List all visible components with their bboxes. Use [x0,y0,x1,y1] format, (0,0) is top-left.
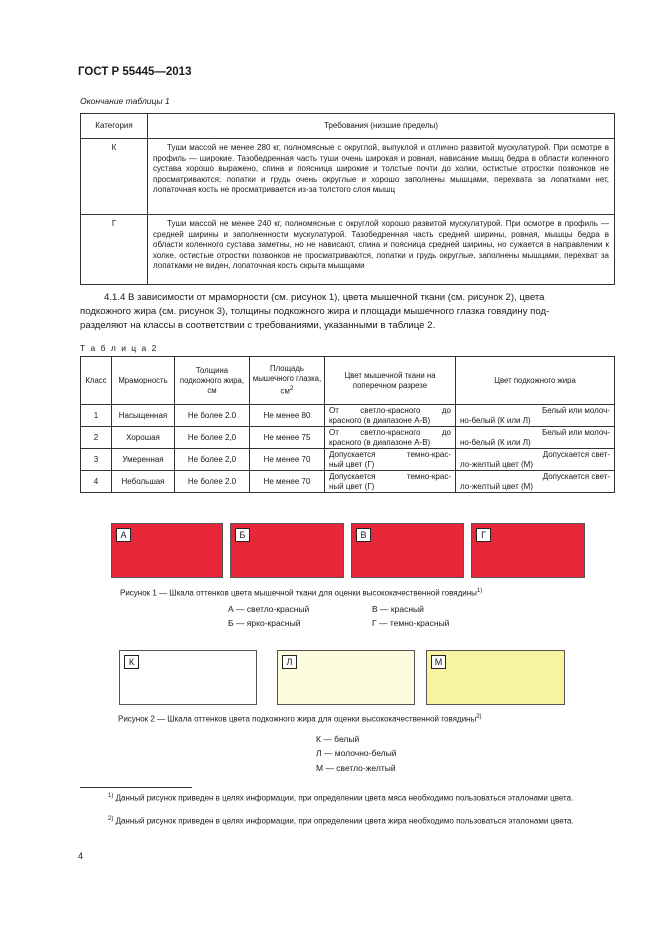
muscle-color-cell [325,405,456,427]
fat-thickness-cell: Не более 2.0 [175,405,250,427]
legend-v: В — красный [372,604,424,614]
fat-swatch-l [277,650,415,705]
fat-line: Белый или молоч- [541,405,610,415]
fat-line: но-белый (К или Л) [460,437,531,447]
muscle-line: красного (в диапазоне А-В) [329,437,431,447]
table-row [81,471,615,493]
class-cell: 2 [81,427,112,449]
table1-header-category: Категория [81,114,148,139]
marbling-cell: Насыщенная [112,405,175,427]
fat-line: Допускается свет- [542,471,610,481]
footnote-mark: 2) [108,816,114,822]
muscle-color-cell [325,471,456,493]
table2-header-marbling: Мраморность [112,357,175,405]
clause-4-1-4 [80,291,615,333]
marbling-cell: Умеренная [112,449,175,471]
category-cell: К [81,139,148,215]
fat-color-cell [456,449,615,471]
fat-line: ло-желтый цвет (М) [460,481,533,491]
paragraph-line: подкожного жира (см. рисунок 3), толщины подкожного жира и площади мышечного глазка говядину под- [80,306,550,317]
legend-a: А — светло-красный [228,604,310,614]
table-row [81,139,615,215]
table-row [81,215,615,285]
table-1 [80,113,615,285]
table2-header-fat-color: Цвет подкожного жира [456,357,615,405]
table2-caption: Т а б л и ц а 2 [80,343,158,353]
muscle-swatch-v [351,523,464,578]
swatch-label: К [124,655,139,669]
fat-line: Белый или молоч- [541,427,610,437]
table2-header-eye-area [250,357,325,405]
muscle-line: ный цвет (Г) [329,481,375,491]
fat-thickness-cell: Не более 2,0 [175,427,250,449]
table2-header-fat-thickness: Толщина подкожного жира, см [175,357,250,405]
table-row [81,449,615,471]
table1-header-requirements: Требования (низшие пределы) [148,114,615,139]
fat-thickness-cell: Не более 2,0 [175,449,250,471]
muscle-line: красного (в диапазоне А-В) [329,415,431,425]
muscle-color-cell [325,449,456,471]
legend-g: Г — темно-красный [372,618,450,628]
swatch-label: Б [235,528,250,542]
table-2 [80,356,615,493]
requirements-text: Туши массой не менее 240 кг, полномясные с округлой хорошо развитой мускулатурой. При осмотре в профиль — средней ширины и заполненности мускулатурой. Тазобедренная часть средней ширины, ровная, мышцы бедра в области коленного сустава заметны, но не нависают, спина и поясница средней ширины, но сужается в направлении к холке, остистые отростки позвонков не просматриваются, лопатки и грудь округлые, заполнены мышцами, перехват за лопатками не виден, лопаточная кость скрыта мышцами [153,219,609,271]
class-cell: 1 [81,405,112,427]
swatch-label: А [116,528,131,542]
fat-swatch-m [426,650,565,705]
document-title: ГОСТ Р 55445—2013 [78,66,192,78]
muscle-line: От светло-красного до [329,405,451,415]
eye-area-cell: Не менее 75 [250,427,325,449]
figure2-caption-sup: 2) [476,714,482,720]
requirements-cell [148,215,615,285]
legend-l: Л — молочно-белый [316,748,397,758]
figure1-caption-text: Рисунок 1 — Шкала оттенков цвета мышечной ткани для оценки высококачественной говядины [120,588,477,598]
footnote-1 [80,791,615,804]
swatch-label: М [431,655,446,669]
footnote-separator [80,787,192,788]
muscle-swatch-a [111,523,223,578]
muscle-line: ный цвет (Г) [329,459,375,469]
muscle-line: От светло-красного до [329,427,451,437]
table-row [81,405,615,427]
figure1-caption [120,588,482,598]
fat-thickness-cell: Не более 2.0 [175,471,250,493]
legend-b: Б — ярко-красный [228,618,301,628]
eye-area-unit-sup: 2 [289,385,294,393]
fat-line: но-белый (К или Л) [460,415,531,425]
fat-color-cell [456,427,615,449]
table2-header-muscle-color: Цвет мышечной ткани на поперечном разрезе [325,357,456,405]
paragraph-line: разделяют на классы в соответствии с требованиями, указанными в таблице 2. [80,320,436,331]
page-number: 4 [78,851,84,861]
footnote-text: Данный рисунок приведен в целях информации, при определении цвета жира необходимо пользоваться эталонами цвета. [113,816,574,826]
class-cell: 3 [81,449,112,471]
class-cell: 4 [81,471,112,493]
eye-area-label: Площадь мышечного глазка, см [252,364,322,396]
eye-area-cell: Не менее 70 [250,471,325,493]
table-row [81,427,615,449]
muscle-line: Допускается темно-крас- [329,471,451,481]
muscle-swatch-g [471,523,585,578]
fat-color-cell [456,405,615,427]
footnote-text: Данный рисунок приведен в целях информации, при определении цвета мяса необходимо пользоваться эталонами цвета. [113,793,574,803]
legend-m: М — светло-желтый [316,763,396,773]
marbling-cell: Небольшая [112,471,175,493]
requirements-text: Туши массой не менее 280 кг, полномясные с округлой, выпуклой и отлично развитой мускулатурой. При осмотре в профиль — широкие. Тазобедренная часть туши очень широкая и ровная, нависание мышц бедра в области коленного сустава хорошо выражено, спина и поясница широкие и толстые почти до холки, остистые отростки позвонков не просматриваются; лопатки и грудь очень округлые и хорошо заполнены мышцами, перехвата за лопатками нет, лопаточная кость не просматривается из-за толстого слоя мышц [153,143,609,195]
category-cell: Г [81,215,148,285]
fat-line: Допускается свет- [542,449,610,459]
fat-color-cell [456,471,615,493]
figure2-caption [118,714,482,724]
figure2-caption-text: Рисунок 2 — Шкала оттенков цвета подкожного жира для оценки высококачественной говядины [118,714,477,724]
marbling-cell: Хорошая [112,427,175,449]
muscle-swatch-b [230,523,344,578]
legend-k: К — белый [316,734,360,744]
table2-header-class: Класс [81,357,112,405]
swatch-label: В [356,528,371,542]
figure1-caption-sup: 1) [476,588,483,594]
muscle-color-cell [325,427,456,449]
swatch-label: Г [476,528,491,542]
eye-area-cell: Не менее 70 [250,449,325,471]
swatch-label: Л [282,655,297,669]
fat-line: ло-желтый цвет (М) [460,459,533,469]
eye-area-cell: Не менее 80 [250,405,325,427]
paragraph-line: 4.1.4 В зависимости от мраморности (см. рисунок 1), цвета мышечной ткани (см. рисунок 2), цвета [104,292,545,303]
muscle-line: Допускается темно-крас- [329,449,451,459]
footnote-mark: 1) [108,793,114,799]
table1-continuation-caption: Окончание таблицы 1 [80,96,170,106]
footnote-2 [80,814,615,827]
fat-swatch-k [119,650,257,705]
requirements-cell [148,139,615,215]
